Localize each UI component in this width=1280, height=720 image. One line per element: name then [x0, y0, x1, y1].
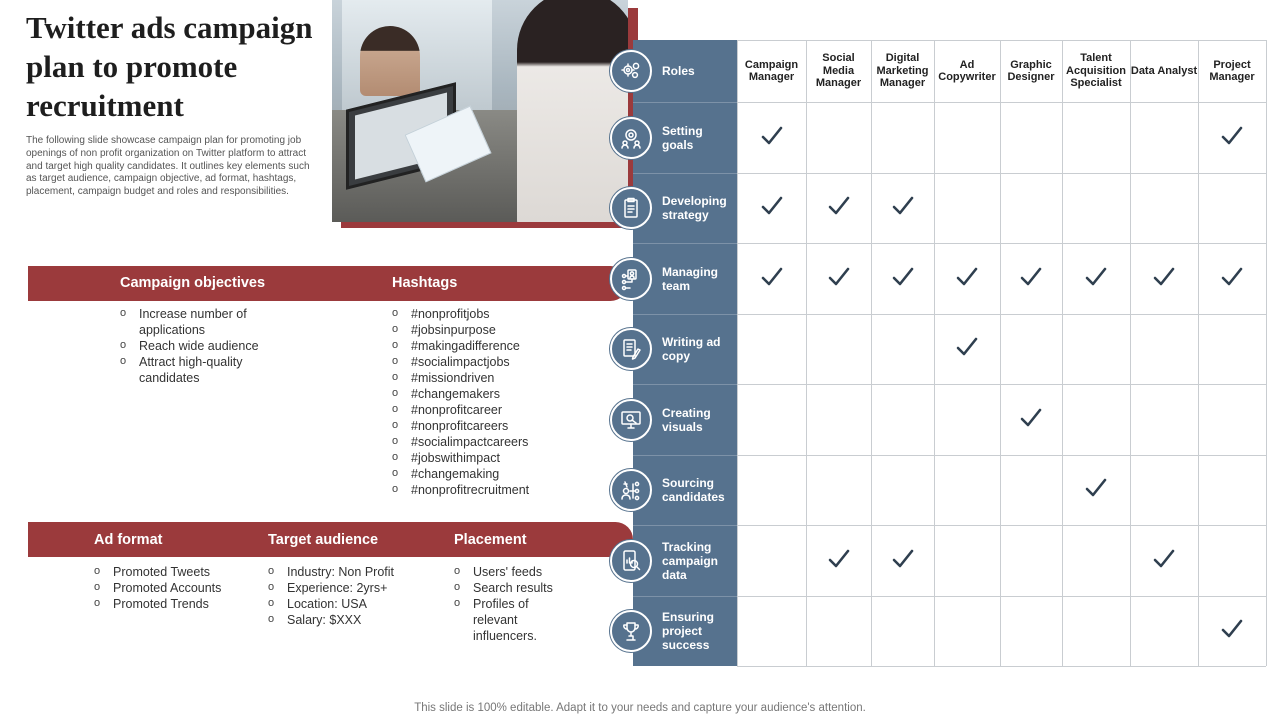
checkmark-icon [1153, 548, 1175, 570]
footer-note: This slide is 100% editable. Adapt it to your needs and capture your audience's attention. [414, 702, 866, 714]
checkmark-icon [892, 195, 914, 217]
roles-icon-badge [610, 50, 652, 92]
roles-label: Roles [662, 64, 695, 78]
placement-list [454, 564, 574, 644]
row-label: Writing ad copy [662, 335, 721, 363]
list-item: o #nonprofitjobs [392, 306, 592, 322]
row-icon-badge [610, 399, 652, 441]
column-header: Social Media Manager [815, 52, 862, 90]
grid-line [1130, 40, 1131, 666]
row-label: Sourcing candidates [662, 476, 725, 504]
row-icon-badge [610, 540, 652, 582]
column-header: Data Analyst [1130, 64, 1198, 77]
row-icon-badge [610, 610, 652, 652]
checkmark-icon [1020, 266, 1042, 288]
column-header: Campaign Manager [744, 58, 799, 83]
grid-line [1198, 40, 1199, 666]
row-icon-badge [610, 187, 652, 229]
list-item: o Search results [454, 580, 574, 596]
grid-line [737, 384, 1266, 385]
list-item: o #socialimpactcareers [392, 434, 592, 450]
office-photo [332, 0, 628, 222]
grid-line [737, 40, 738, 666]
checkmark-icon [892, 548, 914, 570]
list-item: o Increase number of applications [120, 306, 280, 338]
grid-line [737, 596, 1266, 597]
row-label: Creating visuals [662, 405, 711, 434]
campaign-objectives-list [120, 306, 280, 386]
grid-line [737, 243, 1266, 244]
monitor-visual-icon [619, 408, 643, 432]
ad-format-heading: Ad format [94, 532, 163, 548]
column-header: Ad Copywriter [938, 58, 996, 83]
grid-line [737, 314, 1266, 315]
checkmark-icon [828, 195, 850, 217]
row-label: Managing team [662, 264, 718, 293]
list-item: o #changemaking [392, 466, 592, 482]
row-icon-badge [610, 469, 652, 511]
list-item: o Salary: $XXX [268, 612, 438, 628]
checkmark-icon [892, 266, 914, 288]
list-item: o Promoted Tweets [94, 564, 254, 580]
checkmark-icon [761, 125, 783, 147]
checkmark-icon [1221, 618, 1243, 640]
checkmark-icon [828, 548, 850, 570]
column-header: Talent Acquisition Specialist [1066, 52, 1126, 90]
page-title: Twitter ads campaign plan to promote recruitment [26, 10, 313, 123]
list-item: o Promoted Trends [94, 596, 254, 612]
gears-icon [619, 59, 643, 83]
list-item: o Attract high-quality candidates [120, 354, 280, 386]
checkmark-icon [761, 195, 783, 217]
grid-line [934, 40, 935, 666]
checkmark-icon [1221, 125, 1243, 147]
grid-line [1000, 40, 1001, 666]
target-audience-list [268, 564, 438, 628]
row-label: Tracking campaign data [662, 539, 719, 582]
column-header: Digital Marketing Manager [876, 52, 929, 90]
checkmark-icon [1020, 407, 1042, 429]
list-item: o #makingadifference [392, 338, 592, 354]
grid-line [1266, 40, 1267, 666]
grid-line [737, 666, 1266, 667]
list-item: o Profiles of relevant influencers. [454, 596, 574, 644]
column-header: Graphic Designer [1007, 58, 1055, 83]
list-item: o #jobsinpurpose [392, 322, 592, 338]
candidate-network-icon [619, 478, 643, 502]
list-item: o #jobswithimpact [392, 450, 592, 466]
grid-line [737, 455, 1266, 456]
clipboard-icon [619, 196, 643, 220]
checkmark-icon [956, 336, 978, 358]
list-item: o Reach wide audience [120, 338, 280, 354]
list-item: o #nonprofitrecruitment [392, 482, 592, 498]
campaign-objectives-heading: Campaign objectives [120, 275, 266, 291]
description: The following slide showcase campaign plan for promoting job openings of non profit organization on Twitter platform to attract and target high quality candidates. It outlines key elements such as target audience, campaign objective, ad format, hashtags, placement, campaign budget and roles and responsibilities. [26, 135, 310, 198]
checkmark-icon [1221, 266, 1243, 288]
grid-line [737, 173, 1266, 174]
list-item: o #nonprofitcareers [392, 418, 592, 434]
checkmark-icon [1153, 266, 1175, 288]
objectives-hashtags-band [28, 266, 628, 301]
row-label: Setting goals [662, 123, 703, 152]
checkmark-icon [761, 266, 783, 288]
row-icon-badge [610, 328, 652, 370]
list-item: o #missiondriven [392, 370, 592, 386]
checkmark-icon [1085, 266, 1107, 288]
grid-line [871, 40, 872, 666]
row-icon-badge [610, 258, 652, 300]
list-item: o #changemakers [392, 386, 592, 402]
grid-line [1062, 40, 1063, 666]
grid-line [806, 40, 807, 666]
column-header: Project Manager [1209, 58, 1255, 83]
list-item: o Location: USA [268, 596, 438, 612]
target-audience-heading: Target audience [268, 532, 379, 548]
list-item: o Experience: 2yrs+ [268, 580, 438, 596]
grid-line [737, 525, 1266, 526]
list-item: o Promoted Accounts [94, 580, 254, 596]
target-people-icon [619, 126, 643, 150]
row-label: Developing strategy [662, 194, 727, 222]
placement-heading: Placement [454, 532, 527, 548]
row-icon-badge [610, 117, 652, 159]
list-item: o Users' feeds [454, 564, 574, 580]
checkmark-icon [1085, 477, 1107, 499]
list-item: o #socialimpactjobs [392, 354, 592, 370]
trophy-icon [619, 619, 643, 643]
list-item: o #nonprofitcareer [392, 402, 592, 418]
ad-format-list [94, 564, 254, 612]
grid-line [737, 102, 1266, 103]
hashtags-heading: Hashtags [392, 275, 458, 291]
list-item: o Industry: Non Profit [268, 564, 438, 580]
checkmark-icon [828, 266, 850, 288]
row-label: Ensuring project success [662, 610, 715, 652]
checkmark-icon [956, 266, 978, 288]
hashtags-list [392, 306, 592, 498]
team-org-icon [619, 267, 643, 291]
mobile-analytics-icon [619, 549, 643, 573]
document-pen-icon [619, 337, 643, 361]
